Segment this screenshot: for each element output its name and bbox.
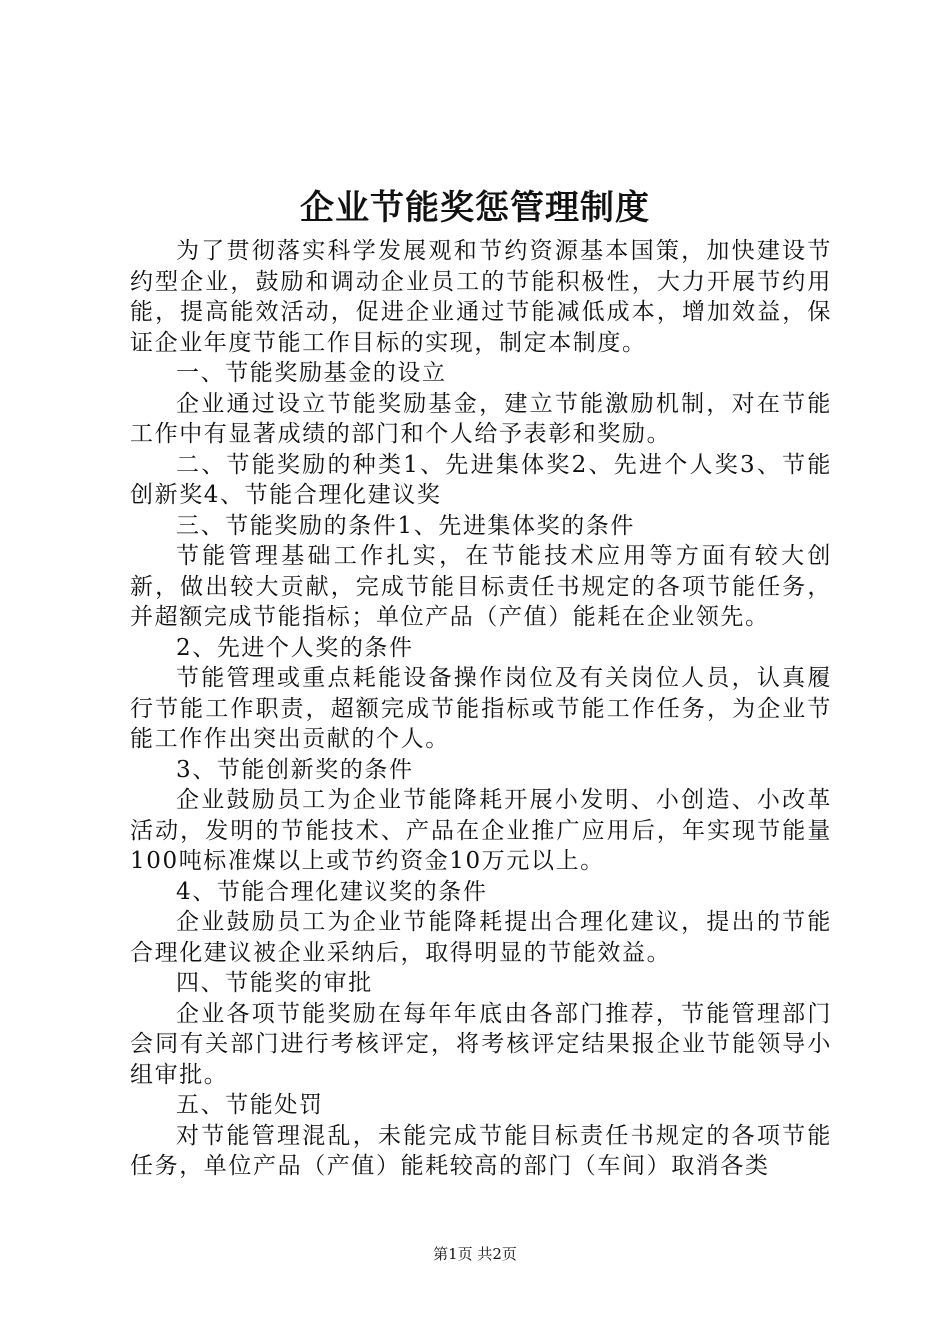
subheading-suggestion-award: 4、节能合理化建议奖的条件 xyxy=(176,878,488,905)
subheading-individual-award: 2、先进个人奖的条件 xyxy=(176,634,414,661)
paragraph-suggestion-award: 企业鼓励员工为企业节能降耗提出合理化建议，提出的节能合理化建议被企业采纳后，取得明显的节能效益。 xyxy=(130,909,832,966)
section-heading-1: 一、节能奖励基金的设立 xyxy=(176,360,447,386)
section-heading-5: 五、节能处罚 xyxy=(176,1092,324,1118)
section-heading-3: 三、节能奖励的条件1、先进集体奖的条件 xyxy=(176,512,636,539)
paragraph-penalty: 对节能管理混乱，未能完成节能目标责任书规定的各项节能任务，单位产品（产值）能耗较高的部门（车间）取消各类 xyxy=(130,1122,832,1179)
section-heading-2: 二、节能奖励的种类1、先进集体奖2、先进个人奖3、节能创新奖4、节能合理化建议奖 xyxy=(130,451,832,508)
paragraph-intro: 为了贯彻落实科学发展观和节约资源基本国策，加快建设节约型企业，鼓励和调动企业员工的节能积极性，大力开展节约用能，提高能效活动，促进企业通过节能减低成本，增加效益，保证企业年度节能工作目标的实现，制定本制度。 xyxy=(130,238,832,356)
subheading-innovation-award: 3、节能创新奖的条件 xyxy=(176,756,414,783)
paragraph-individual-award: 节能管理或重点耗能设备操作岗位及有关岗位人员，认真履行节能工作职责，超额完成节能指标或节能工作任务，为企业节能工作作出突出贡献的个人。 xyxy=(130,665,832,752)
paragraph-fund: 企业通过设立节能奖励基金，建立节能激励机制，对在节能工作中有显著成绩的部门和个人给予表彰和奖励。 xyxy=(130,390,832,447)
paragraph-collective-award: 节能管理基础工作扎实，在节能技术应用等方面有较大创新，做出较大贡献，完成节能目标责任书规定的各项节能任务，并超额完成节能指标；单位产品（产值）能耗在企业领先。 xyxy=(130,543,832,630)
document-body xyxy=(130,236,832,1182)
paragraph-innovation-award: 企业鼓励员工为企业节能降耗开展小发明、小创造、小改革活动，发明的节能技术、产品在企业推广应用后，年实现节能量100吨标准煤以上或节约资金10万元以上。 xyxy=(130,787,832,874)
section-heading-4: 四、节能奖的审批 xyxy=(176,970,373,996)
page-number-footer: 第1页 共2页 xyxy=(433,1245,517,1263)
document-title: 企业节能奖惩管理制度 xyxy=(300,188,650,228)
paragraph-approval: 企业各项节能奖励在每年年底由各部门推荐，节能管理部门会同有关部门进行考核评定，将考核评定结果报企业节能领导小组审批。 xyxy=(130,1000,832,1088)
